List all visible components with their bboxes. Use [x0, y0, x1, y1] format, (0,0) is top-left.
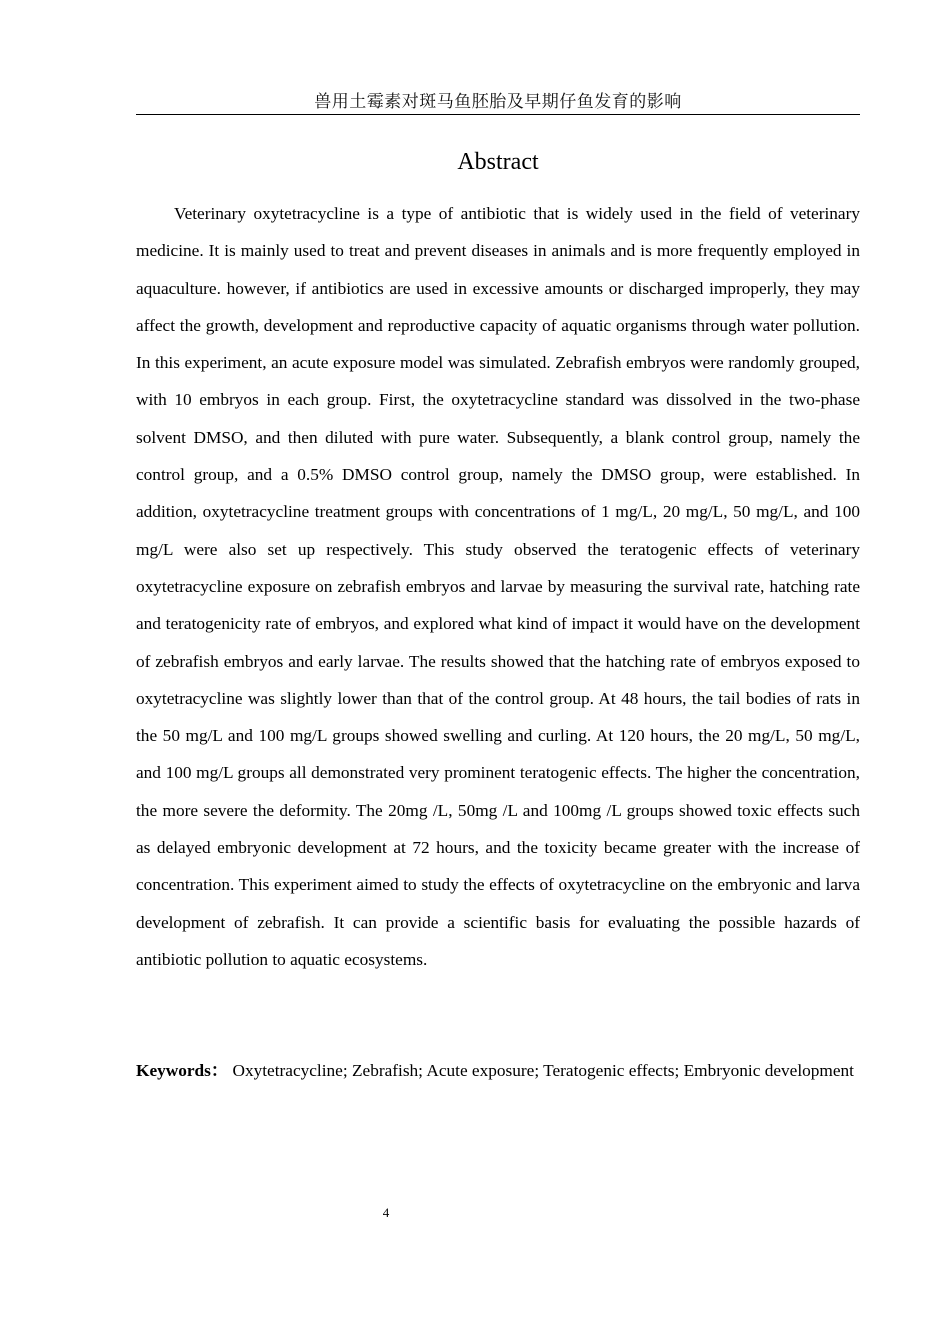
page-number: 4	[382, 1205, 390, 1220]
keywords-line	[136, 1053, 860, 1089]
header-divider	[136, 114, 860, 115]
keywords-text: Oxytetracycline; Zebrafish; Acute exposure; Teratogenic effects; Embryonic development	[228, 1061, 854, 1080]
running-header: 兽用土霉素对斑马鱼胚胎及早期仔鱼发育的影响	[314, 92, 682, 111]
abstract-title: Abstract	[457, 149, 539, 175]
abstract-paragraph: Veterinary oxytetracycline is a type of antibiotic that is widely used in the field of veterinary medicine. It is mainly used to treat and prevent diseases in animals and is more frequently employed in aquaculture. however, if antibiotics are used in excessive amounts or discharged improperly, they may affect the growth, development and reproductive capacity of aquatic organisms through water pollution. In this experiment, an acute exposure model was simulated. Zebrafish embryos were randomly grouped, with 10 embryos in each group. First, the oxytetracycline standard was dissolved in the two-phase solvent DMSO, and then diluted with pure water. Subsequently, a blank control group, namely the control group, and a 0.5% DMSO control group, namely the DMSO group, were established. In addition, oxytetracycline treatment groups with concentrations of 1 mg/L, 20 mg/L, 50 mg/L, and 100 mg/L were also set up respectively. This study observed the teratogenic effects of veterinary oxytetracycline exposure on zebrafish embryos and larvae by measuring the survival rate, hatching rate and teratogenicity rate of embryos, and explored what kind of impact it would have on the development of zebrafish embryos and early larvae. The results showed that the hatching rate of embryos exposed to oxytetracycline was slightly lower than that of the control group. At 48 hours, the tail bodies of rats in the 50 mg/L and 100 mg/L groups showed swelling and curling. At 120 hours, the 20 mg/L, 50 mg/L, and 100 mg/L groups all demonstrated very prominent teratogenic effects. The higher the concentration, the more severe the deformity. The 20mg /L, 50mg /L and 100mg /L groups showed toxic effects such as delayed embryonic development at 72 hours, and the toxicity became greater with the increase of concentration. This experiment aimed to study the effects of oxytetracycline on the embryonic and larva development of zebrafish. It can provide a scientific basis for evaluating the possible hazards of antibiotic pollution to aquatic ecosystems.	[136, 204, 860, 969]
keywords-label: Keywords：	[136, 1061, 229, 1080]
